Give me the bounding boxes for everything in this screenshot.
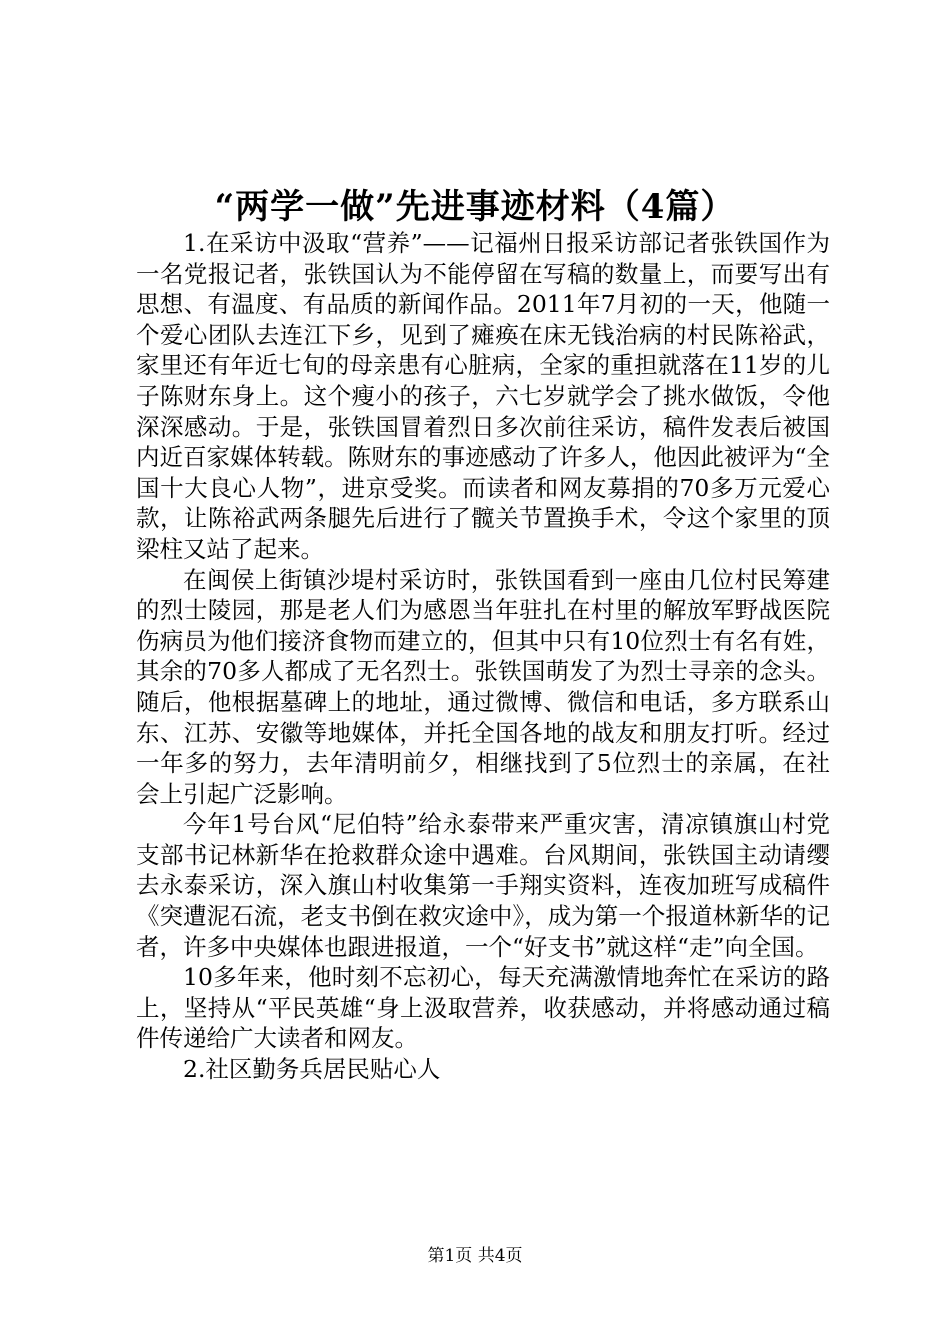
paragraph-4: 10多年来，他时刻不忘初心，每天充满激情地奔忙在采访的路上，坚持从“平民英雄“身上汲取营养，收获感动，并将感动通过稿件传递给广大读者和网友。 — [136, 963, 830, 1053]
section-heading-2: 2.社区勤务兵居民贴心人 — [183, 1055, 441, 1084]
page-number-footer: 第1页 共4页 — [427, 1246, 523, 1266]
page-title: “两学一做”先进事迹材料（4篇） — [214, 187, 736, 227]
paragraph-1: 1.在采访中汲取“营养”——记福州日报采访部记者张铁国作为一名党报记者，张铁国认为不能停留在写稿的数量上，而要写出有思想、有温度、有品质的新闻作品。2011年7月初的一天，他随一个爱心团队去连江下乡，见到了瘫痪在床无钱治病的村民陈裕武，家里还有年近七旬的母亲患有心脏病，全家的重担就落在11岁的儿子陈财东身上。这个瘦小的孩子，六七岁就学会了挑水做饭，令他深深感动。于是，张铁国冒着烈日多次前往采访，稿件发表后被国内近百家媒体转载。陈财东的事迹感动了许多人，他因此被评为“全国十大良心人物”，进京受奖。而读者和网友募捐的70多万元爱心款，让陈裕武两条腿先后进行了髋关节置换手术，令这个家里的顶梁柱又站了起来。 — [136, 229, 830, 563]
paragraph-3: 今年1号台风“尼伯特”给永泰带来严重灾害，清凉镇旗山村党支部书记林新华在抢救群众途中遇难。台风期间，张铁国主动请缨去永泰采访，深入旗山村收集第一手翔实资料，连夜加班写成稿件《突遭泥石流，老支书倒在救灾途中》，成为第一个报道林新华的记者，许多中央媒体也跟进报道，一个“好支书”就这样“走”向全国。 — [136, 810, 830, 961]
document-body — [136, 228, 830, 1085]
paragraph-2: 在闽侯上街镇沙堤村采访时，张铁国看到一座由几位村民筹建的烈士陵园，那是老人们为感恩当年驻扎在村里的解放军野战医院伤病员为他们接济食物而建立的，但其中只有10位烈士有名有姓，其余的70多人都成了无名烈士。张铁国萌发了为烈士寻亲的念头。随后，他根据墓碑上的地址，通过微博、微信和电话，多方联系山东、江苏、安徽等地媒体，并托全国各地的战友和朋友打听。经过一年多的努力，去年清明前夕，相继找到了5位烈士的亲属，在社会上引起广泛影响。 — [136, 565, 830, 808]
